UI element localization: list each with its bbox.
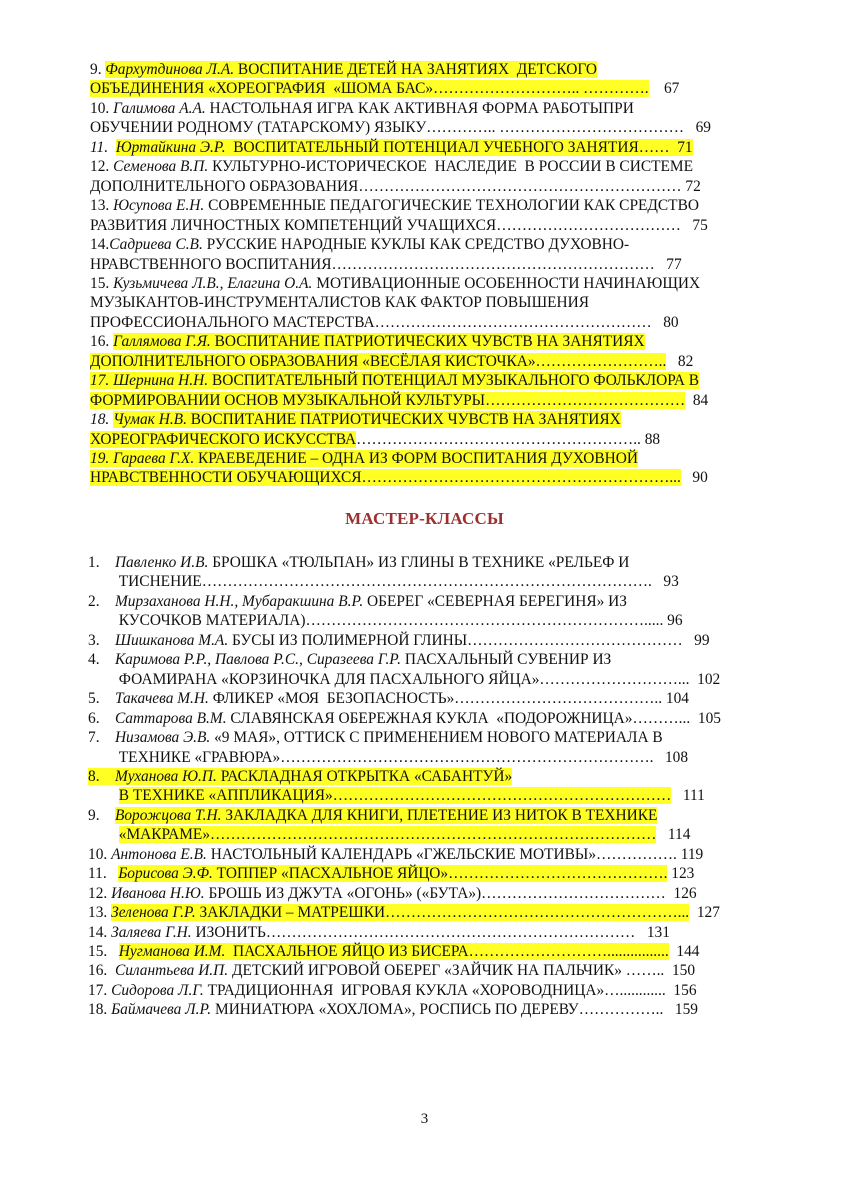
entry-text: КУСОЧКОВ МАТЕРИАЛА)…………………………………………………………..... 96 <box>88 612 683 630</box>
toc-entry-line <box>88 884 697 903</box>
entry-text: ПРОФЕССИОНАЛЬНОГО МАСТЕРСТВА……………………………………………… 80 <box>90 313 679 331</box>
entry-text: ДЕТСКИЙ ИГРОВОЙ ОБЕРЕГ «ЗАЙЧИК НА ПАЛЬЧИК» …….. 150 <box>228 962 696 980</box>
entry-text: 7. <box>88 729 115 747</box>
entry-text: 5. <box>88 690 115 708</box>
toc-entry-line <box>90 371 699 390</box>
entry-text: 17. <box>88 981 112 999</box>
toc-entry-line <box>88 825 690 844</box>
toc-entry-line <box>88 709 721 728</box>
entry-text: ОБЪЕДИНЕНИЯ «ХОРЕОГРАФИЯ «ШОМА БАС»……………………….. …………. <box>90 80 649 98</box>
entry-text: ТОППЕР «ПАСХАЛЬНОЕ ЯЙЦО»……………………………………. <box>212 865 668 883</box>
entry-text: «МАКРАМЕ»…………………………………………………………………………… <box>118 826 657 844</box>
entry-text: 82 <box>666 352 694 370</box>
entry-text: ЗАКЛАДКА ДЛЯ КНИГИ, ПЛЕТЕНИЕ ИЗ НИТОК В ТЕХНИКЕ <box>221 806 658 824</box>
toc-entry-line <box>90 332 645 351</box>
entry-text: МОТИВАЦИОННЫЕ ОСОБЕННОСТИ НАЧИНАЮЩИХ <box>312 274 701 292</box>
toc-entry-line <box>88 592 627 611</box>
author-name: Борисова Э.Ф. <box>118 865 213 883</box>
entry-text: ХОРЕОГРАФИЧЕСКОГО ИСКУССТВА <box>90 430 357 448</box>
toc-entry-line <box>88 748 688 767</box>
entry-text: БРОШЬ ИЗ ДЖУТА «ОГОНЬ» («БУТА»)……………………………… 126 <box>204 884 697 902</box>
author-name: Ворожцова Т.Н. <box>114 806 222 824</box>
author-name: Заляева Г.Н. <box>111 923 192 941</box>
entry-text: 13. <box>90 197 114 215</box>
entry-text: 11. <box>88 865 119 883</box>
entry-text: 114 <box>656 826 691 844</box>
author-name: 11. <box>90 138 116 156</box>
toc-entry-line <box>88 611 683 630</box>
toc-entry-line <box>88 923 670 942</box>
entry-text: НРАВСТВЕННОСТИ ОБУЧАЮЩИХСЯ……………………………………………………... <box>90 469 681 487</box>
toc-entry-line <box>88 845 703 864</box>
entry-text: ВОСПИТАНИЕ ДЕТЕЙ НА ЗАНЯТИЯХ ДЕТСКОГО <box>234 61 597 78</box>
toc-entry-line <box>90 235 629 254</box>
entry-text: 84 <box>685 391 709 409</box>
toc-entry-line <box>90 60 597 79</box>
entry-text: ……………………………………………….. 88 <box>356 430 661 448</box>
entry-text: МИНИАТЮРА «ХОХЛОМА», РОСПИСЬ ПО ДЕРЕВУ…………….. 159 <box>211 1001 698 1019</box>
author-name: Шишканова М.А. <box>114 631 229 649</box>
entry-text: «9 МАЯ», ОТТИСК С ПРИМЕНЕНИЕМ НОВОГО МАТЕРИАЛА В <box>210 729 663 747</box>
entry-text: В ТЕХНИКЕ «АППЛИКАЦИЯ»………………………………………………………… <box>118 787 672 805</box>
author-name: Каримова Р.Р., Павлова Р.С., Сиразеева Г.Р. <box>114 651 401 669</box>
entry-text: ФОАМИРАНА «КОРЗИНОЧКА ДЛЯ ПАСХАЛЬНОГО ЯЙЦА»………………………... 102 <box>88 670 721 688</box>
toc-entry-line <box>88 981 697 1000</box>
entry-text <box>88 787 119 804</box>
entry-text: 14. <box>90 236 110 254</box>
toc-entry-line <box>90 99 634 118</box>
entry-text: 90 <box>680 469 708 487</box>
author-name: Семенова В.П. <box>113 158 209 176</box>
author-name: Мирзаханова Н.Н., Мубаракшина В.Р. <box>114 592 364 610</box>
entry-text: ТИСНЕНИЕ……………………………………………………………………………. 93 <box>88 573 679 591</box>
toc-entry-line <box>88 961 695 980</box>
entry-text: 12. <box>88 884 112 902</box>
author-name: Такачева М.Н. <box>114 690 209 708</box>
entry-text: 1. <box>88 554 115 571</box>
author-name: Баймачева Л.Р. <box>111 1001 212 1019</box>
author-name: Антонова Е.В. <box>111 845 207 863</box>
entry-text: 13. <box>88 904 112 922</box>
entry-text: 4. <box>88 651 115 669</box>
author-name: Иванова Н.Ю. <box>111 884 205 902</box>
entry-text: ФОРМИРОВАНИИ ОСНОВ МУЗЫКАЛЬНОЙ КУЛЬТУРЫ………………………………… <box>90 391 686 409</box>
toc-entry-line <box>88 767 512 786</box>
toc-entry-line <box>90 352 693 371</box>
toc-entry-line <box>90 157 693 176</box>
toc-entry-line <box>88 631 710 650</box>
toc-entry-line <box>90 138 693 157</box>
entry-text: ИЗОНИТЬ……………………………………………………………… 131 <box>191 923 670 941</box>
entry-text: ОБУЧЕНИИ РОДНОМУ (ТАТАРСКОМУ) ЯЗЫКУ………….. ……………………………… 69 <box>90 119 711 137</box>
entry-text: МУЗЫКАНТОВ-ИНСТРУМЕНТАЛИСТОВ КАК ФАКТОР ПОВЫШЕНИЯ <box>90 294 589 312</box>
author-name: Сидорова Л.Г. <box>111 981 204 999</box>
toc-entry-line <box>90 293 589 312</box>
entry-text: БРОШКА «ТЮЛЬПАН» ИЗ ГЛИНЫ В ТЕХНИКЕ «РЕЛЬЕФ И <box>208 554 630 571</box>
toc-entry-line <box>88 1000 698 1019</box>
author-name: Юсупова Е.Н. <box>113 197 205 215</box>
entry-text: ВОСПИТАТЕЛЬНЫЙ ПОТЕНЦИАЛ МУЗЫКАЛЬНОГО ФОЛЬКЛОРА В <box>208 372 700 390</box>
toc-entry-line <box>90 274 700 293</box>
entry-text: СОВРЕМЕННЫЕ ПЕДАГОГИЧЕСКИЕ ТЕХНОЛОГИИ КАК СРЕДСТВО <box>204 197 699 215</box>
entry-text: ВОСПИТАНИЕ ПАТРИОТИЧЕСКИХ ЧУВСТВ НА ЗАНЯТИЯХ <box>186 411 621 429</box>
author-name: Галлямова Г.Я. <box>113 333 211 351</box>
entry-text: 16. <box>90 333 114 351</box>
entry-text: 2. <box>88 592 115 610</box>
entry-text: НАСТОЛЬНЫЙ КАЛЕНДАРЬ «ГЖЕЛЬСКИЕ МОТИВЫ»……………. 119 <box>206 845 704 863</box>
entry-text: 9. <box>88 806 115 824</box>
author-name: Садриева С.В. <box>109 236 203 254</box>
entry-text: ВОСПИТАТЕЛЬНЫЙ ПОТЕНЦИАЛ УЧЕБНОГО ЗАНЯТИЯ…… 71 <box>225 138 693 156</box>
entry-text: 8. <box>88 767 115 785</box>
toc-entry-line <box>90 449 638 468</box>
entry-text: НАСТОЛЬНАЯ ИГРА КАК АКТИВНАЯ ФОРМА РАБОТЫПРИ <box>205 99 634 117</box>
author-name: Муханова Ю.П. <box>114 767 217 785</box>
entry-text: ЗАКЛАДКИ – МАТРЕШКИ…………………………………………………... <box>195 904 690 922</box>
entry-text: ВОСПИТАНИЕ ПАТРИОТИЧЕСКИХ ЧУВСТВ НА ЗАНЯТИЯХ <box>210 333 645 351</box>
toc-entry-line <box>90 79 679 98</box>
entry-text: 16. <box>88 962 115 980</box>
entry-text: КУЛЬТУРНО-ИСТОРИЧЕСКОЕ НАСЛЕДИЕ В РОССИИ В СИСТЕМЕ <box>208 158 693 176</box>
toc-entry-line <box>88 806 657 825</box>
entry-text: ПАСХАЛЬНОЕ ЯЙЦО ИЗ БИСЕРА………………………................ <box>225 943 669 960</box>
entry-text: РАСКЛАДНАЯ ОТКРЫТКА «САБАНТУЙ» <box>216 767 513 785</box>
toc-entry-line <box>88 670 720 689</box>
toc-entry-line <box>90 118 711 137</box>
entry-text: ДОПОЛНИТЕЛЬНОГО ОБРАЗОВАНИЯ……………………………………………………… 72 <box>90 177 701 195</box>
entry-text: 10. <box>88 845 112 863</box>
toc-entry-line <box>90 313 679 332</box>
author-name: Саттарова В.М. <box>114 709 227 727</box>
entry-text: 15. <box>90 274 114 292</box>
toc-entry-line <box>90 410 621 429</box>
entry-text <box>88 826 119 843</box>
author-name: 19. Гараева Г.Х. <box>90 450 195 467</box>
entry-text: 3. <box>88 631 115 649</box>
entry-text: 15. <box>88 943 119 960</box>
entry-text: 6. <box>88 709 115 727</box>
author-name: Нугманова И.М. <box>118 943 226 960</box>
entry-text: 18. <box>88 1001 112 1019</box>
entry-text: ФЛИКЕР «МОЯ БЕЗОПАСНОСТЬ»………………………………….. 104 <box>208 690 690 708</box>
entry-text: 111 <box>671 787 705 805</box>
entry-text: ПАСХАЛЬНЫЙ СУВЕНИР ИЗ <box>401 651 612 669</box>
toc-entry-line <box>88 942 699 961</box>
page-number: 3 <box>420 1111 429 1127</box>
toc-entry-line <box>90 216 708 235</box>
toc-entry-line <box>90 196 699 215</box>
author-name: 17. Шернина Н.Н. <box>90 372 209 390</box>
toc-entry-line <box>88 572 679 591</box>
entry-text: БУСЫ ИЗ ПОЛИМЕРНОЙ ГЛИНЫ…………………………………… 99 <box>228 631 710 649</box>
entry-text: 144 <box>668 943 700 960</box>
toc-entry-line <box>88 553 629 572</box>
author-name: Силантьева И.П. <box>114 962 229 980</box>
toc-entry-line <box>90 430 660 449</box>
entry-text: РУССКИЕ НАРОДНЫЕ КУКЛЫ КАК СРЕДСТВО ДУХОВНО- <box>202 236 630 254</box>
entry-text: ТЕХНИКЕ «ГРАВЮРА»………………………………………………………………. 108 <box>88 748 689 766</box>
entry-text: 14. <box>88 923 112 941</box>
toc-entry-line <box>90 468 708 487</box>
author-name: Кузьмичева Л.В., Елагина О.А. <box>113 274 313 292</box>
entry-text: ТРАДИЦИОННАЯ ИГРОВАЯ КУКЛА «ХОРОВОДНИЦА»…............ 156 <box>203 981 697 999</box>
entry-text: ДОПОЛНИТЕЛЬНОГО ОБРАЗОВАНИЯ «ВЕСЁЛАЯ КИСТОЧКА»…………………….. <box>90 352 667 370</box>
author-name: Фархутдинова Л.А. <box>105 61 235 78</box>
toc-entry-line <box>88 864 694 883</box>
entry-text: 10. <box>90 99 114 117</box>
toc-entry-line <box>88 728 663 747</box>
section-title: МАСТЕР-КЛАССЫ <box>345 509 504 528</box>
entry-text: 9. <box>90 61 106 78</box>
entry-text: 127 <box>689 904 720 922</box>
toc-entry-line <box>88 689 689 708</box>
author-name: 18. <box>90 411 114 429</box>
author-name: Низамова Э.В. <box>114 729 211 747</box>
toc-entry-line <box>88 650 611 669</box>
entry-text: СЛАВЯНСКАЯ ОБЕРЕЖНАЯ КУКЛА «ПОДОРОЖНИЦА»………... 105 <box>226 709 721 727</box>
entry-text: 67 <box>648 80 680 98</box>
entry-text: КРАЕВЕДЕНИЕ – ОДНА ИЗ ФОРМ ВОСПИТАНИЯ ДУХОВНОЙ <box>194 450 638 467</box>
toc-entry-line <box>88 786 705 805</box>
entry-text: 12. <box>90 158 114 176</box>
toc-entry-line <box>90 255 682 274</box>
author-name: Зеленова Г.Р. <box>111 904 196 922</box>
entry-text: НРАВСТВЕННОГО ВОСПИТАНИЯ……………………………………………………… 77 <box>90 255 682 273</box>
toc-entry-line <box>90 391 708 410</box>
entry-text: РАЗВИТИЯ ЛИЧНОСТНЫХ КОМПЕТЕНЦИЙ УЧАЩИХСЯ……………………………… 75 <box>90 216 708 234</box>
author-name: Галимова А.А. <box>113 99 206 117</box>
entry-text: ОБЕРЕГ «СЕВЕРНАЯ БЕРЕГИНЯ» ИЗ <box>363 592 627 610</box>
author-name: Чумак Н.В. <box>113 411 187 429</box>
toc-entry-line <box>88 903 720 922</box>
toc-entry-line <box>90 177 701 196</box>
author-name: Павленко И.В. <box>114 554 209 571</box>
author-name: Юртайкина Э.Р. <box>115 138 226 156</box>
entry-text: 123 <box>667 865 695 883</box>
